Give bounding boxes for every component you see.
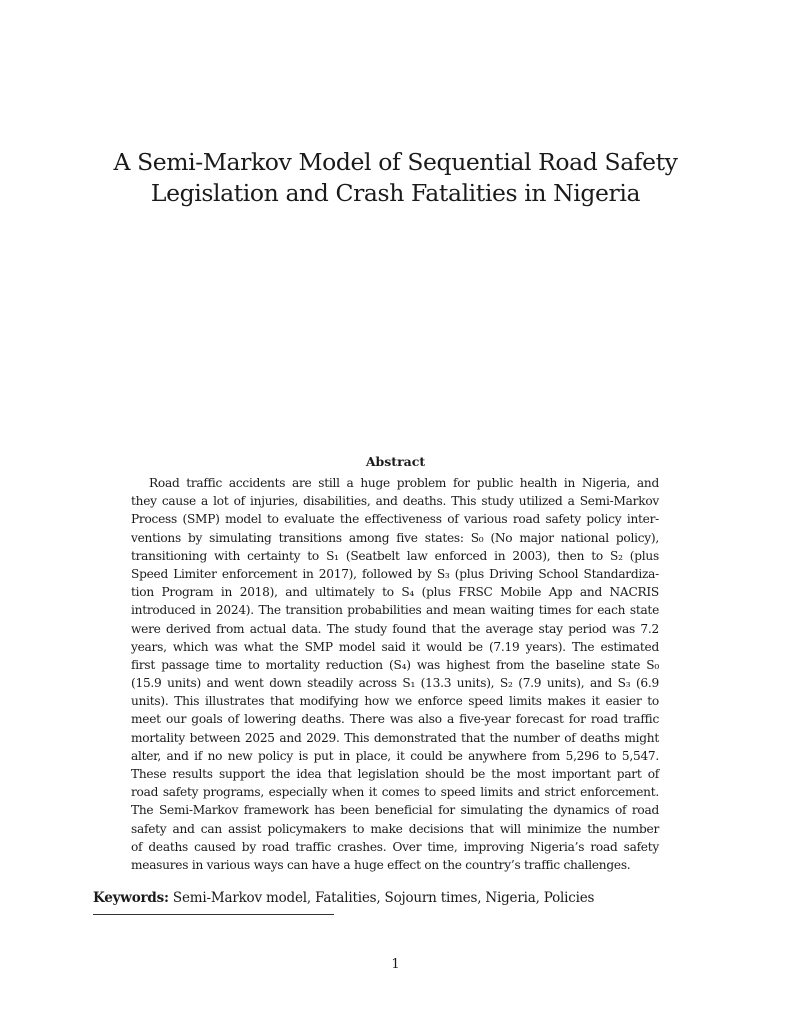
abstract-line: Road traffic accidents are still a huge problem for public health in Nigeria, and	[149, 476, 659, 490]
keywords-label: Keywords:	[93, 890, 169, 906]
paper-title	[60, 147, 731, 209]
abstract-line: of deaths caused by road traffic crashes. Over time, improving Nigeria’s road safety	[131, 839, 659, 854]
abstract-line: measures in various ways can have a huge effect on the country’s traffic challenges.	[131, 857, 631, 872]
abstract-line: units). This illustrates that modifying how we enforce speed limits makes it easier to	[131, 694, 659, 709]
page-number: 1	[391, 957, 400, 972]
footnote-rule	[93, 914, 334, 915]
keywords-text: Semi-Markov model, Fatalities, Sojourn times, Nigeria, Policies	[168, 890, 595, 906]
abstract-line: Speed Limiter enforcement in 2017), followed by S₃ (plus Driving School Standardiza-	[131, 566, 659, 581]
abstract-line: ventions by simulating transitions among five states: S₀ (No major national policy),	[131, 530, 659, 545]
keywords	[93, 890, 594, 906]
abstract-line: they cause a lot of injuries, disabilities, and deaths. This study utilized a Semi-Markov	[131, 494, 659, 509]
abstract-heading: Abstract	[365, 454, 426, 469]
abstract-line: introduced in 2024). The transition probabilities and mean waiting times for each state	[131, 603, 659, 618]
abstract-line: alter, and if no new policy is put in place, it could be anywhere from 5,296 to 5,547.	[131, 748, 659, 763]
abstract-line: tion Program in 2018), and ultimately to S₄ (plus FRSC Mobile App and NACRIS	[131, 585, 659, 600]
abstract-line: safety and can assist policymakers to make decisions that will minimize the number	[131, 821, 659, 836]
abstract-line: Process (SMP) model to evaluate the effectiveness of various road safety policy inter-	[131, 512, 659, 527]
abstract-line: transitioning with certainty to S₁ (Seatbelt law enforced in 2003), then to S₂ (plus	[131, 548, 659, 563]
abstract-line: The Semi-Markov framework has been beneficial for simulating the dynamics of road	[131, 803, 659, 818]
paper-title-line-2: Legislation and Crash Fatalities in Nigeria	[150, 179, 641, 207]
abstract-body	[131, 474, 659, 874]
abstract-line: These results support the idea that legislation should be the most important part of	[131, 767, 659, 781]
abstract-line: (15.9 units) and went down steadily across S₁ (13.3 units), S₂ (7.9 units), and S₃ (6.9	[131, 676, 659, 691]
abstract-line: mortality between 2025 and 2029. This demonstrated that the number of deaths might	[131, 730, 659, 745]
abstract-line: were derived from actual data. The study found that the average stay period was 7.2	[131, 621, 659, 636]
abstract-line: years, which was what the SMP model said it would be (7.19 years). The estimated	[131, 639, 659, 654]
paper-title-line-1: A Semi-Markov Model of Sequential Road Safety	[113, 148, 678, 176]
abstract-line: road safety programs, especially when it comes to speed limits and strict enforcement.	[131, 785, 659, 800]
abstract-line: first passage time to mortality reduction (S₄) was highest from the baseline state S₀	[131, 657, 659, 672]
abstract-line: meet our goals of lowering deaths. There was also a five-year forecast for road traffic	[131, 712, 659, 727]
